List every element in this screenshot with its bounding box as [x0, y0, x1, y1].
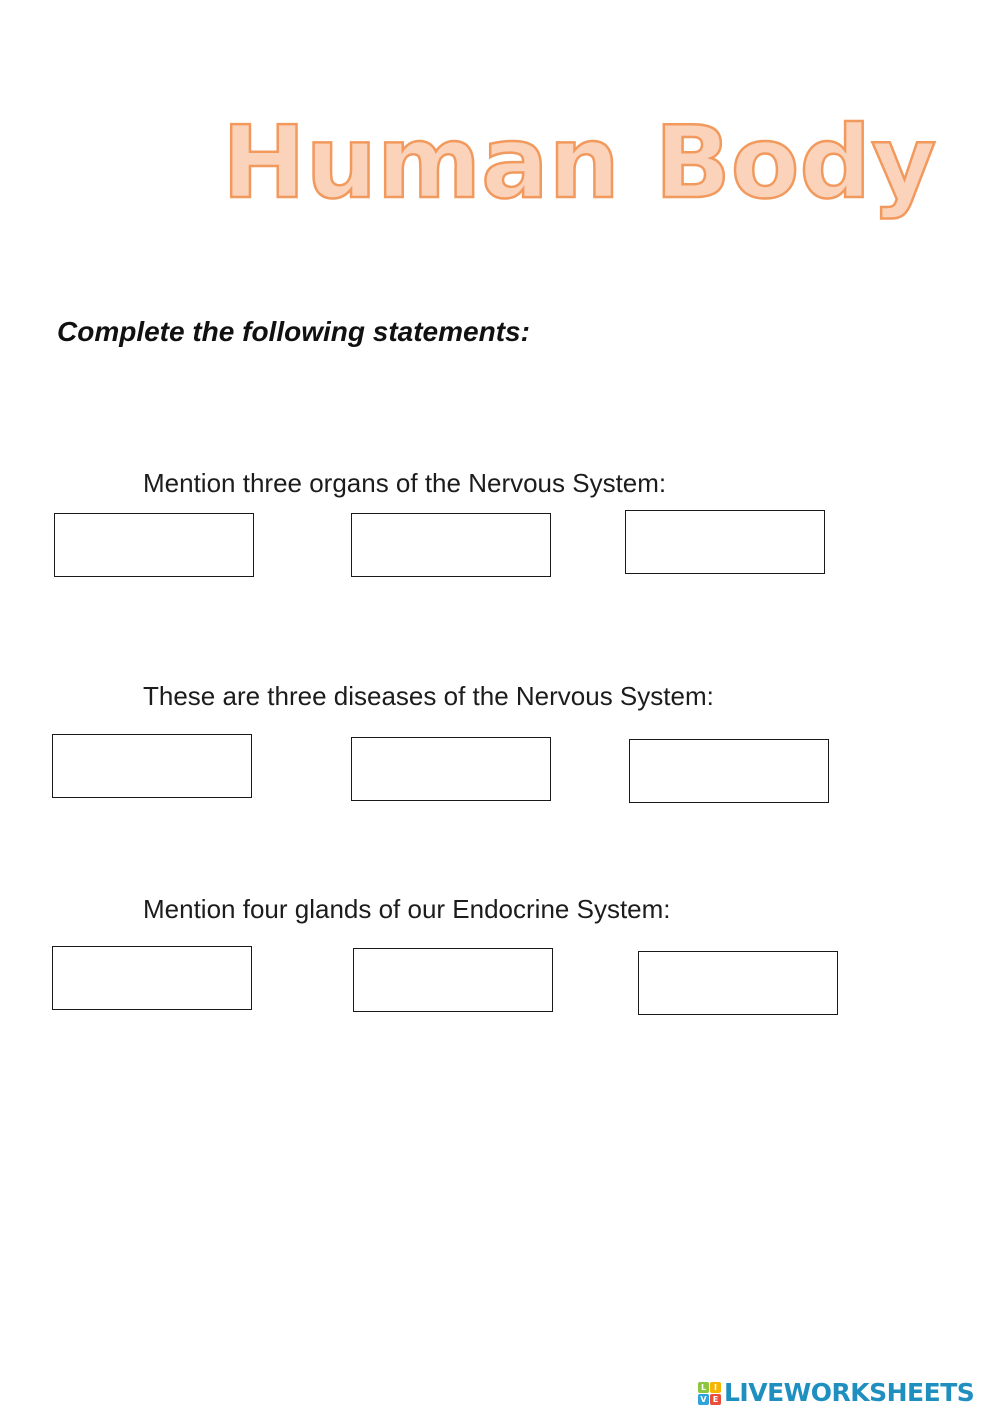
question-3-answer-1[interactable]	[52, 946, 252, 1010]
instructions-heading: Complete the following statements:	[57, 316, 530, 347]
liveworksheets-mark-icon	[698, 1382, 721, 1405]
question-2-answer-1[interactable]	[52, 734, 252, 798]
logo-mark-cell: I	[710, 1382, 721, 1393]
liveworksheets-logo	[698, 1378, 974, 1408]
question-2-prompt: These are three diseases of the Nervous System:	[143, 681, 714, 711]
question-1-answer-3[interactable]	[625, 510, 825, 574]
page-title: Human Body	[222, 104, 937, 221]
question-1-answer-1[interactable]	[54, 513, 254, 577]
question-3-answer-2[interactable]	[353, 948, 553, 1012]
question-3-prompt: Mention four glands of our Endocrine System:	[143, 894, 671, 924]
liveworksheets-wordmark: LIVEWORKSHEETS	[724, 1378, 975, 1407]
question-1-prompt: Mention three organs of the Nervous System:	[143, 468, 667, 498]
question-2-answer-2[interactable]	[351, 737, 551, 801]
question-2-answer-3[interactable]	[629, 739, 829, 803]
question-1-answer-2[interactable]	[351, 513, 551, 577]
logo-mark-cell: E	[710, 1394, 721, 1405]
logo-mark-cell: V	[698, 1394, 709, 1405]
logo-mark-cell: L	[698, 1382, 709, 1393]
question-3-answer-3[interactable]	[638, 951, 838, 1015]
